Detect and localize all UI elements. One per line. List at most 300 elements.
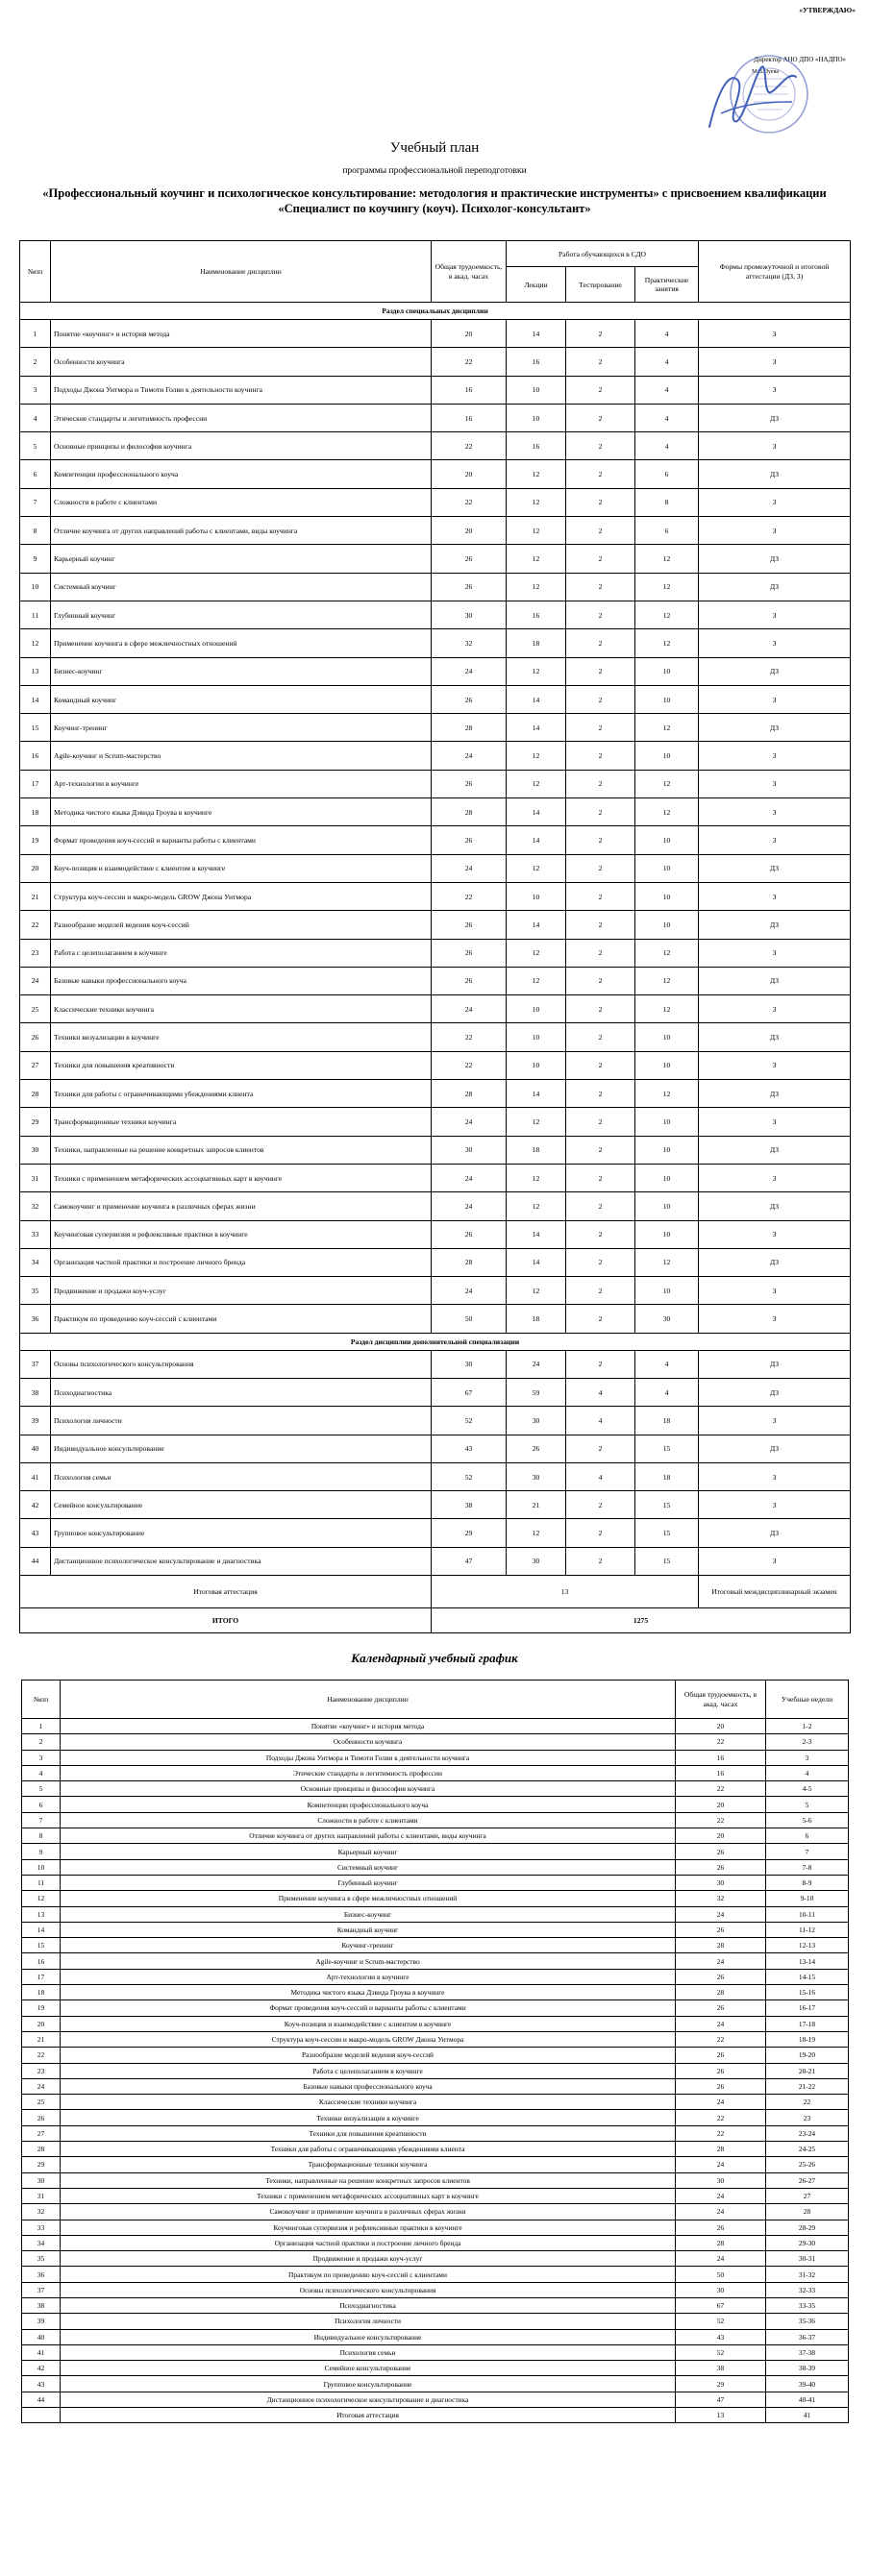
plan-row-cell: 18 bbox=[635, 1407, 699, 1435]
calendar-row-cell: 20 bbox=[676, 1797, 766, 1812]
plan-row-cell: Арт-технологии в коучинге bbox=[51, 770, 432, 797]
plan-row-cell: 26 bbox=[432, 939, 507, 967]
plan-row-cell: 30 bbox=[507, 1407, 566, 1435]
page-title: Учебный план bbox=[389, 140, 480, 156]
plan-row-cell: 4 bbox=[635, 432, 699, 460]
plan-row bbox=[20, 967, 851, 994]
calendar-row-cell: Карьерный коучинг bbox=[61, 1844, 676, 1859]
plan-row bbox=[20, 995, 851, 1023]
plan-row-cell: 2 bbox=[20, 348, 51, 376]
calendar-row-cell: Коучинг-тренинг bbox=[61, 1938, 676, 1953]
plan-row-cell: 12 bbox=[507, 1519, 566, 1547]
calendar-row-cell: Этические стандарты и легитимность профессии bbox=[61, 1765, 676, 1780]
plan-row-cell: З bbox=[699, 882, 851, 910]
plan-row-cell: Понятие «коучинг» и история метода bbox=[51, 320, 432, 348]
plan-row-cell: 2 bbox=[566, 629, 635, 657]
calendar-row-cell: Групповое консультирование bbox=[61, 2376, 676, 2392]
plan-row-cell: 12 bbox=[635, 601, 699, 628]
calendar-row-cell: Коучинговая супервизия и рефлексивные практики в коучинге bbox=[61, 2220, 676, 2235]
header-practice: Практические занятия bbox=[635, 267, 699, 303]
plan-row-cell: 12 bbox=[635, 573, 699, 601]
plan-row-cell: 2 bbox=[566, 939, 635, 967]
plan-row-cell: 6 bbox=[20, 460, 51, 488]
plan-row-cell: 43 bbox=[432, 1435, 507, 1462]
plan-row-cell: 15 bbox=[635, 1547, 699, 1575]
plan-row-cell: 14 bbox=[507, 798, 566, 826]
plan-row-cell: Техники, направленные на решение конкретных запросов клиентов bbox=[51, 1136, 432, 1164]
calendar-row-cell: 38 bbox=[676, 2361, 766, 2376]
plan-row-cell: 12 bbox=[635, 714, 699, 742]
calendar-row bbox=[22, 2031, 849, 2047]
plan-row-cell: 26 bbox=[432, 1220, 507, 1248]
plan-row-cell: Психодиагностика bbox=[51, 1378, 432, 1406]
plan-row-cell: Сложности в работе с клиентами bbox=[51, 488, 432, 516]
plan-row-cell: 4 bbox=[566, 1462, 635, 1490]
calendar-row bbox=[22, 2142, 849, 2157]
plan-row-cell: 30 bbox=[507, 1547, 566, 1575]
plan-row-cell: З bbox=[699, 1547, 851, 1575]
calendar-row bbox=[22, 1781, 849, 1797]
plan-row-cell: 2 bbox=[566, 348, 635, 376]
plan-row-cell: 22 bbox=[20, 911, 51, 939]
calendar-row-cell bbox=[22, 2408, 61, 2423]
plan-row-cell: 38 bbox=[432, 1491, 507, 1519]
plan-row-cell: 6 bbox=[635, 517, 699, 545]
plan-row-cell: 2 bbox=[566, 601, 635, 628]
plan-row bbox=[20, 657, 851, 685]
calendar-row-cell: 20 bbox=[676, 1828, 766, 1844]
plan-row-cell: ДЗ bbox=[699, 1136, 851, 1164]
plan-row-cell: Системный коучинг bbox=[51, 573, 432, 601]
calendar-row bbox=[22, 1875, 849, 1890]
plan-row bbox=[20, 1136, 851, 1164]
plan-row-cell: ДЗ bbox=[699, 1378, 851, 1406]
plan-row-cell: 36 bbox=[20, 1305, 51, 1333]
calendar-row-cell: Семейное консультирование bbox=[61, 2361, 676, 2376]
plan-row-cell: Трансформационные техники коучинга bbox=[51, 1108, 432, 1136]
plan-row-cell: 12 bbox=[635, 1248, 699, 1276]
plan-row-cell: 15 bbox=[635, 1435, 699, 1462]
plan-row-cell: 14 bbox=[507, 1220, 566, 1248]
plan-row-cell: 12 bbox=[507, 460, 566, 488]
plan-row-cell: 10 bbox=[20, 573, 51, 601]
calendar-row-cell: 15 bbox=[22, 1938, 61, 1953]
calendar-row-cell: 3 bbox=[766, 1750, 849, 1765]
plan-row-cell: З bbox=[699, 995, 851, 1023]
plan-row-cell: 12 bbox=[635, 798, 699, 826]
plan-row-cell: ДЗ bbox=[699, 911, 851, 939]
calendar-row bbox=[22, 1765, 849, 1780]
cal-header-name: Наименование дисциплин bbox=[61, 1681, 676, 1719]
calendar-row-cell: 26 bbox=[676, 2063, 766, 2078]
calendar-row-cell: Основы психологического консультирования bbox=[61, 2282, 676, 2297]
plan-row-cell: 10 bbox=[635, 742, 699, 770]
plan-row-cell: 26 bbox=[432, 826, 507, 854]
calendar-row bbox=[22, 2204, 849, 2220]
plan-row-cell: 20 bbox=[432, 517, 507, 545]
plan-row-cell: 10 bbox=[635, 1136, 699, 1164]
plan-row-cell: 22 bbox=[432, 1051, 507, 1079]
plan-row bbox=[20, 1164, 851, 1191]
calendar-row bbox=[22, 2329, 849, 2344]
plan-row-cell: 10 bbox=[635, 882, 699, 910]
plan-row-cell: Командный коучинг bbox=[51, 685, 432, 713]
calendar-row-cell: 38 bbox=[22, 2297, 61, 2313]
plan-row-cell: Дистанционное психологическое консультирование и диагностика bbox=[51, 1547, 432, 1575]
plan-row-cell: 2 bbox=[566, 1051, 635, 1079]
calendar-row-cell: Agile-коучинг и Scrum-мастерство bbox=[61, 1953, 676, 1969]
plan-row-cell: 2 bbox=[566, 1023, 635, 1051]
calendar-row-cell: 20 bbox=[22, 2016, 61, 2031]
calendar-row-cell: 47 bbox=[676, 2392, 766, 2407]
plan-row-cell: ДЗ bbox=[699, 460, 851, 488]
calendar-row-cell: 11-12 bbox=[766, 1922, 849, 1937]
plan-row-cell: 2 bbox=[566, 1192, 635, 1220]
plan-row-cell: 2 bbox=[566, 995, 635, 1023]
plan-row bbox=[20, 742, 851, 770]
calendar-row-cell: Техники для повышения креативности bbox=[61, 2125, 676, 2141]
page-subtitle: программы профессиональной переподготовки bbox=[342, 166, 527, 176]
plan-row-cell: 21 bbox=[20, 882, 51, 910]
plan-row-cell: Подходы Джона Уитмора и Тимоти Голви к деятельности коучинга bbox=[51, 376, 432, 404]
plan-row-cell: 21 bbox=[507, 1491, 566, 1519]
plan-row-cell: 34 bbox=[20, 1248, 51, 1276]
calendar-row bbox=[22, 2314, 849, 2329]
plan-row bbox=[20, 1350, 851, 1378]
plan-row bbox=[20, 573, 851, 601]
calendar-row bbox=[22, 2408, 849, 2423]
calendar-row bbox=[22, 2344, 849, 2360]
plan-row-cell: 30 bbox=[20, 1136, 51, 1164]
plan-row-cell: 10 bbox=[635, 911, 699, 939]
plan-rows-additional bbox=[20, 1350, 851, 1575]
plan-row-cell: 24 bbox=[432, 657, 507, 685]
plan-row-cell: 16 bbox=[432, 404, 507, 431]
calendar-row-cell: Практикум по проведению коуч-сессий с клиентами bbox=[61, 2267, 676, 2282]
plan-row-cell: 10 bbox=[635, 1277, 699, 1305]
plan-row-cell: 12 bbox=[507, 545, 566, 573]
calendar-row-cell: 26 bbox=[676, 1859, 766, 1875]
calendar-row-cell: 14 bbox=[22, 1922, 61, 1937]
calendar-row-cell: 30 bbox=[676, 1875, 766, 1890]
plan-row-cell: З bbox=[699, 1277, 851, 1305]
calendar-row-cell: 28 bbox=[676, 1938, 766, 1953]
calendar-row-cell: Организация частной практики и построение личного бренда bbox=[61, 2235, 676, 2250]
plan-row-cell: 10 bbox=[507, 376, 566, 404]
plan-row-cell: 24 bbox=[432, 1108, 507, 1136]
plan-row-cell: Практикум по проведению коуч-сессий с клиентами bbox=[51, 1305, 432, 1333]
plan-row-cell: 12 bbox=[635, 939, 699, 967]
plan-row-cell: Этические стандарты и легитимность профессии bbox=[51, 404, 432, 431]
total-hours: 1275 bbox=[432, 1608, 851, 1633]
calendar-row-cell: Индивидуальное консультирование bbox=[61, 2329, 676, 2344]
plan-row-cell: 2 bbox=[566, 404, 635, 431]
calendar-row-cell: 26 bbox=[676, 2078, 766, 2094]
calendar-row bbox=[22, 2063, 849, 2078]
plan-row-cell: 2 bbox=[566, 798, 635, 826]
plan-row-cell: 24 bbox=[507, 1350, 566, 1378]
plan-row-cell: 2 bbox=[566, 517, 635, 545]
plan-row-cell: 2 bbox=[566, 488, 635, 516]
plan-row-cell: 24 bbox=[432, 742, 507, 770]
plan-row-cell: ДЗ bbox=[699, 573, 851, 601]
plan-row-cell: 15 bbox=[20, 714, 51, 742]
calendar-row-cell: 26 bbox=[676, 1969, 766, 1984]
plan-row-cell: 40 bbox=[20, 1435, 51, 1462]
final-label: Итоговая аттестация bbox=[20, 1576, 432, 1608]
section-additional: Раздел дисциплин дополнительной специализации bbox=[20, 1333, 851, 1350]
plan-row-cell: Методика чистого языка Дэвида Гроува в коучинге bbox=[51, 798, 432, 826]
approval-label: «УТВЕРЖДАЮ» bbox=[799, 6, 856, 14]
plan-row-cell: 10 bbox=[507, 882, 566, 910]
plan-row-cell: 10 bbox=[507, 1023, 566, 1051]
plan-row-cell: 8 bbox=[20, 517, 51, 545]
study-plan-table bbox=[19, 240, 851, 1633]
approval-block bbox=[625, 6, 856, 75]
plan-row-cell: ДЗ bbox=[699, 714, 851, 742]
plan-row bbox=[20, 320, 851, 348]
plan-row-cell: 2 bbox=[566, 432, 635, 460]
plan-row-cell: 4 bbox=[635, 348, 699, 376]
plan-row bbox=[20, 376, 851, 404]
plan-row-cell: 12 bbox=[635, 770, 699, 797]
plan-row bbox=[20, 517, 851, 545]
plan-row-cell: 24 bbox=[432, 1192, 507, 1220]
plan-row bbox=[20, 1023, 851, 1051]
plan-row-cell: 15 bbox=[635, 1491, 699, 1519]
plan-row-cell: 33 bbox=[20, 1220, 51, 1248]
plan-row-cell: Карьерный коучинг bbox=[51, 545, 432, 573]
calendar-row-cell: Техники визуализации в коучинге bbox=[61, 2110, 676, 2125]
director-title: Директор АНО ДПО «НАДПО» bbox=[754, 56, 846, 63]
plan-row-cell: 16 bbox=[507, 432, 566, 460]
calendar-row-cell: 24 bbox=[676, 2157, 766, 2172]
plan-row-cell: З bbox=[699, 601, 851, 628]
calendar-row-cell: 23 bbox=[22, 2063, 61, 2078]
calendar-row-cell: 29 bbox=[22, 2157, 61, 2172]
calendar-row bbox=[22, 1938, 849, 1953]
plan-row-cell: 10 bbox=[507, 995, 566, 1023]
plan-row-cell: 2 bbox=[566, 1108, 635, 1136]
plan-row-cell: 2 bbox=[566, 714, 635, 742]
calendar-row bbox=[22, 2392, 849, 2407]
plan-row bbox=[20, 1519, 851, 1547]
plan-row-cell: З bbox=[699, 320, 851, 348]
plan-row-cell: 20 bbox=[20, 854, 51, 882]
cal-header-weeks: Учебные недели bbox=[766, 1681, 849, 1719]
plan-row-cell: 18 bbox=[635, 1462, 699, 1490]
plan-row bbox=[20, 1248, 851, 1276]
plan-row-cell: 2 bbox=[566, 1305, 635, 1333]
header-testing: Тестирование bbox=[566, 267, 635, 303]
plan-row-cell: Семейное консультирование bbox=[51, 1491, 432, 1519]
calendar-row-cell: Основные принципы и философия коучинга bbox=[61, 1781, 676, 1797]
plan-row-cell: 10 bbox=[635, 1051, 699, 1079]
calendar-row-cell: 16 bbox=[22, 1953, 61, 1969]
header-lectures: Лекции bbox=[507, 267, 566, 303]
plan-row-cell: Коуч-позиция и взаимодействие с клиентом в коучинге bbox=[51, 854, 432, 882]
plan-row-cell: 10 bbox=[635, 1108, 699, 1136]
calendar-row-cell: Структура коуч-сессии и макро-модель GROW Джона Уитмора bbox=[61, 2031, 676, 2047]
calendar-row bbox=[22, 1750, 849, 1765]
calendar-row-cell: 4 bbox=[766, 1765, 849, 1780]
calendar-row-cell: 33 bbox=[22, 2220, 61, 2235]
calendar-row-cell: Методика чистого языка Дэвида Гроува в коучинге bbox=[61, 1985, 676, 2000]
plan-row-cell: Agile-коучинг и Scrum-мастерство bbox=[51, 742, 432, 770]
plan-row-cell: 32 bbox=[20, 1192, 51, 1220]
plan-row-cell: 43 bbox=[20, 1519, 51, 1547]
plan-row-cell: 50 bbox=[432, 1305, 507, 1333]
calendar-row-cell: 2-3 bbox=[766, 1734, 849, 1750]
plan-row-cell: 22 bbox=[432, 882, 507, 910]
calendar-row-cell: 4-5 bbox=[766, 1781, 849, 1797]
calendar-row bbox=[22, 1828, 849, 1844]
plan-row-cell: 12 bbox=[507, 967, 566, 994]
calendar-row-cell: Подходы Джона Уитмора и Тимоти Голви к деятельности коучинга bbox=[61, 1750, 676, 1765]
plan-row-cell: Групповое консультирование bbox=[51, 1519, 432, 1547]
calendar-row-cell: 35 bbox=[22, 2251, 61, 2267]
plan-row-cell: 26 bbox=[432, 573, 507, 601]
plan-row-cell: 4 bbox=[566, 1378, 635, 1406]
plan-row-cell: З bbox=[699, 1462, 851, 1490]
plan-row-cell: 27 bbox=[20, 1051, 51, 1079]
plan-row-cell: 4 bbox=[635, 404, 699, 431]
plan-row-cell: 12 bbox=[507, 1192, 566, 1220]
plan-row-cell: Основные принципы и философия коучинга bbox=[51, 432, 432, 460]
plan-row-cell: ДЗ bbox=[699, 1519, 851, 1547]
calendar-row bbox=[22, 1734, 849, 1750]
plan-row-cell: 3 bbox=[20, 376, 51, 404]
calendar-row-cell: Психология семьи bbox=[61, 2344, 676, 2360]
plan-row-cell: Организация частной практики и построение личного бренда bbox=[51, 1248, 432, 1276]
plan-row-cell: 2 bbox=[566, 1435, 635, 1462]
calendar-row-cell: 26 bbox=[676, 2220, 766, 2235]
plan-row-cell: 2 bbox=[566, 770, 635, 797]
calendar-row-cell: 67 bbox=[676, 2297, 766, 2313]
plan-row bbox=[20, 404, 851, 431]
calendar-row-cell: 14-15 bbox=[766, 1969, 849, 1984]
calendar-row-cell: 2 bbox=[22, 1734, 61, 1750]
plan-row-cell: 24 bbox=[20, 967, 51, 994]
calendar-row bbox=[22, 2376, 849, 2392]
plan-row bbox=[20, 1220, 851, 1248]
calendar-row-cell: Трансформационные техники коучинга bbox=[61, 2157, 676, 2172]
plan-row-cell: 2 bbox=[566, 854, 635, 882]
plan-row-cell: 2 bbox=[566, 1136, 635, 1164]
plan-row-cell: З bbox=[699, 770, 851, 797]
calendar-row-cell: 15-16 bbox=[766, 1985, 849, 2000]
header-total: Общая трудоемкость, в акад. часах bbox=[432, 241, 507, 303]
calendar-row-cell: 13 bbox=[676, 2408, 766, 2423]
plan-row bbox=[20, 1080, 851, 1108]
plan-row-cell: 32 bbox=[432, 629, 507, 657]
calendar-row-cell: 33-35 bbox=[766, 2297, 849, 2313]
plan-row-cell: ДЗ bbox=[699, 1080, 851, 1108]
plan-row-cell: 15 bbox=[635, 1519, 699, 1547]
plan-row-cell: 31 bbox=[20, 1164, 51, 1191]
calendar-row-cell: Отличие коучинга от других направлений работы с клиентами, виды коучинга bbox=[61, 1828, 676, 1844]
plan-row-cell: 22 bbox=[432, 488, 507, 516]
calendar-row-cell: 32 bbox=[676, 1891, 766, 1906]
calendar-row-cell: 24-25 bbox=[766, 2142, 849, 2157]
plan-row-cell: Разнообразие моделей ведения коуч-сессий bbox=[51, 911, 432, 939]
plan-row-cell: 22 bbox=[432, 432, 507, 460]
plan-row-cell: 39 bbox=[20, 1407, 51, 1435]
plan-row-cell: 52 bbox=[432, 1407, 507, 1435]
plan-row-cell: 2 bbox=[566, 1220, 635, 1248]
calendar-row-cell: 22 bbox=[22, 2048, 61, 2063]
plan-row-cell: 14 bbox=[507, 714, 566, 742]
calendar-row-cell: 30 bbox=[676, 2172, 766, 2188]
plan-row-cell: Самокоучинг и применение коучинга в различных сферах жизни bbox=[51, 1192, 432, 1220]
calendar-row-cell: 20 bbox=[676, 1719, 766, 1734]
calendar-row-cell: 35-36 bbox=[766, 2314, 849, 2329]
calendar-row-cell: 24 bbox=[676, 2204, 766, 2220]
plan-row-cell: Компетенции профессионального коуча bbox=[51, 460, 432, 488]
plan-row-cell: 38 bbox=[20, 1378, 51, 1406]
calendar-row bbox=[22, 1844, 849, 1859]
calendar-row-cell: 24 bbox=[676, 1906, 766, 1922]
plan-row bbox=[20, 488, 851, 516]
plan-row-cell: 10 bbox=[635, 1192, 699, 1220]
calendar-row-cell: Психология личности bbox=[61, 2314, 676, 2329]
plan-row bbox=[20, 460, 851, 488]
calendar-row-cell: 9 bbox=[22, 1844, 61, 1859]
calendar-row-cell: 6 bbox=[22, 1797, 61, 1812]
calendar-row-cell: 52 bbox=[676, 2344, 766, 2360]
plan-row-cell: 12 bbox=[507, 742, 566, 770]
plan-row-cell: 28 bbox=[432, 798, 507, 826]
calendar-row bbox=[22, 2048, 849, 2063]
calendar-row-cell: 26 bbox=[22, 2110, 61, 2125]
calendar-row bbox=[22, 1812, 849, 1828]
calendar-row-cell: 24 bbox=[676, 2251, 766, 2267]
calendar-row-cell: 31-32 bbox=[766, 2267, 849, 2282]
plan-row-cell: Отличие коучинга от других направлений работы с клиентами, виды коучинга bbox=[51, 517, 432, 545]
calendar-row-cell: 1-2 bbox=[766, 1719, 849, 1734]
plan-row-cell: 26 bbox=[507, 1435, 566, 1462]
plan-row-cell: 2 bbox=[566, 882, 635, 910]
plan-row-cell: ДЗ bbox=[699, 1248, 851, 1276]
calendar-row-cell: 44 bbox=[22, 2392, 61, 2407]
plan-row-cell: 14 bbox=[507, 1080, 566, 1108]
plan-row bbox=[20, 1305, 851, 1333]
calendar-row-cell: 26 bbox=[676, 1844, 766, 1859]
plan-row-cell: З bbox=[699, 1108, 851, 1136]
calendar-row-cell: 24 bbox=[676, 2016, 766, 2031]
calendar-row bbox=[22, 2016, 849, 2031]
calendar-row-cell: 5 bbox=[22, 1781, 61, 1797]
plan-row-cell: 52 bbox=[432, 1462, 507, 1490]
calendar-row-cell: 36 bbox=[22, 2267, 61, 2282]
plan-row-cell: Техники для повышения креативности bbox=[51, 1051, 432, 1079]
calendar-row-cell: 42 bbox=[22, 2361, 61, 2376]
cal-header-total: Общая трудоемкость, в акад. часах bbox=[676, 1681, 766, 1719]
plan-row-cell: 26 bbox=[432, 545, 507, 573]
plan-row-cell: Применение коучинга в сфере межличностных отношений bbox=[51, 629, 432, 657]
calendar-row-cell: 8-9 bbox=[766, 1875, 849, 1890]
plan-row-cell: 20 bbox=[432, 320, 507, 348]
plan-row-cell: 12 bbox=[507, 488, 566, 516]
calendar-row bbox=[22, 1969, 849, 1984]
calendar-table bbox=[21, 1680, 849, 2423]
calendar-row-cell: 13-14 bbox=[766, 1953, 849, 1969]
plan-row-cell: 16 bbox=[20, 742, 51, 770]
calendar-row-cell: 21-22 bbox=[766, 2078, 849, 2094]
calendar-title: Календарный учебный график bbox=[351, 1651, 518, 1665]
calendar-row-cell: 11 bbox=[22, 1875, 61, 1890]
plan-row-cell: 12 bbox=[507, 1164, 566, 1191]
